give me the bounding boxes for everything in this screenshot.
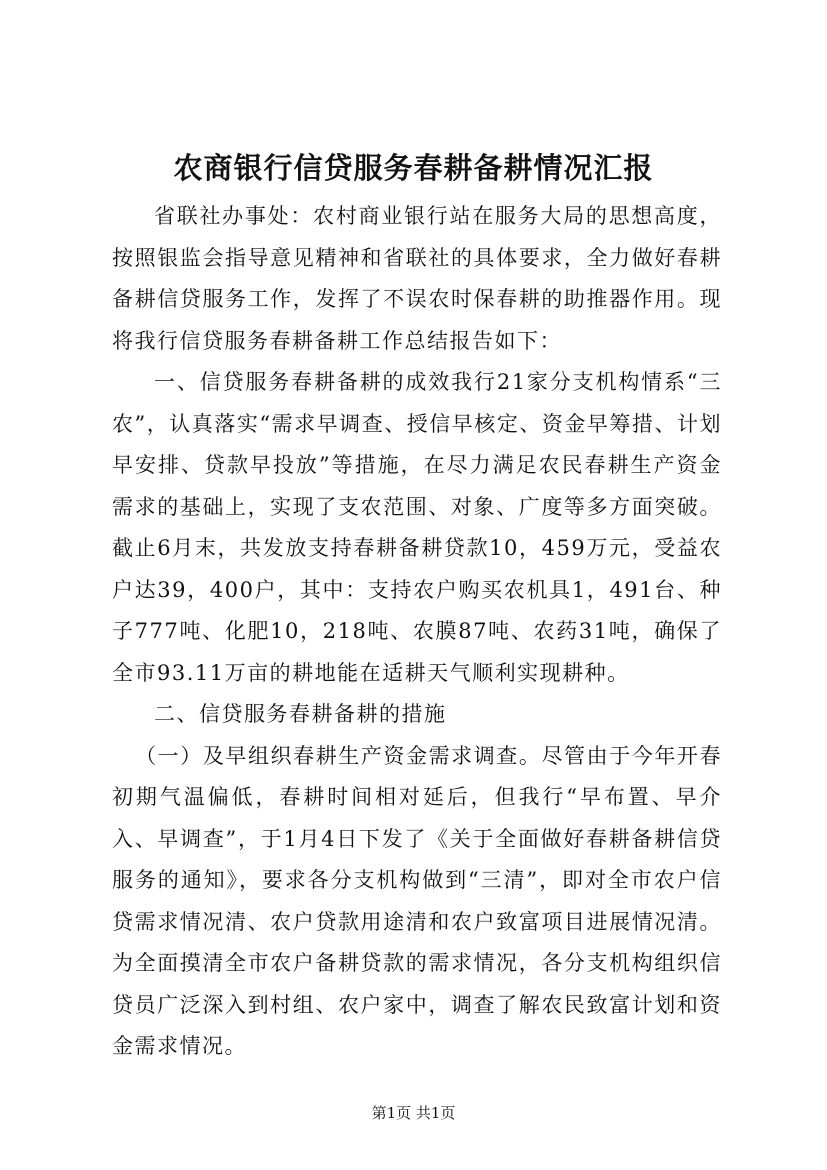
paragraph-results: 一、信贷服务春耕备耕的成效我行21家分支机构情系“三农”，认真落实“需求早调查、授信早核定、资金早筹措、计划早安排、贷款早投放”等措施，在尽力满足农民春耕生产资金需求的基础上，实现了支农范围、对象、广度等多方面突破。截止6月末，共发放支持春耕备耕贷款10，459万元，受益农户达39，400户，其中：支持农户购买农机具1，491台、种子777吨、化肥10，218吨、农膜87吨、农药31吨，确保了全市93.11万亩的耕地能在适耕天气顺利实现耕种。 — [112, 370, 722, 685]
paragraph-measure-1: （一）及早组织春耕生产资金需求调查。尽管由于今年开春初期气温偏低，春耕时间相对延后，但我行“早布置、早介入、早调查”，于1月4日下发了《关于全面做好春耕备耕信贷服务的通知》，要求各分支机构做到“三清”，即对全市农户信贷需求情况清、农户贷款用途清和农户致富项目进展情况清。为全面摸清全市农户备耕贷款的需求情况，各分支机构组织信贷员广泛深入到村组、农户家中，调查了解农民致富计划和资金需求情况。 — [112, 743, 722, 1058]
document-body — [112, 196, 722, 1068]
document-title: 农商银行信贷服务春耕备耕情况汇报 — [173, 151, 654, 185]
paragraph-measures-heading: 二、信贷服务春耕备耕的措施 — [154, 702, 447, 726]
page-footer: 第1页 共1页 — [371, 1104, 456, 1122]
paragraph-intro: 省联社办事处：农村商业银行站在服务大局的思想高度，按照银监会指导意见精神和省联社的具体要求，全力做好春耕备耕信贷服务工作，发挥了不误农时保春耕的助推器作用。现将我行信贷服务春耕备耕工作总结报告如下： — [112, 204, 722, 353]
